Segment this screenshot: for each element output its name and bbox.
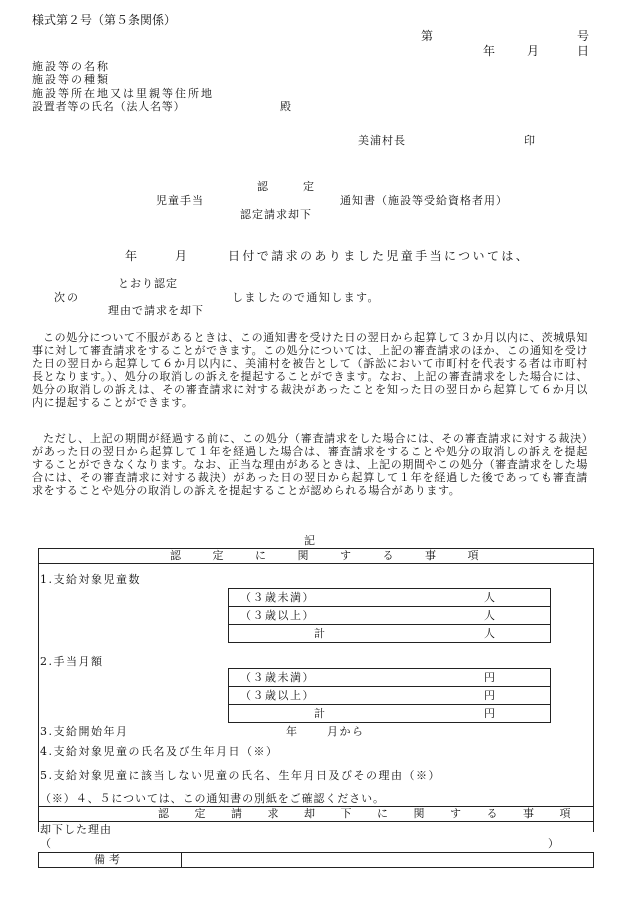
facility-address-label: 施設等所在地又は里親等住所地 bbox=[32, 87, 214, 100]
title-tei: 定 bbox=[303, 180, 314, 193]
date-month: 月 bbox=[527, 44, 540, 58]
intro-tsugi: 次の bbox=[54, 291, 80, 304]
item1-under3-unit: 人 bbox=[484, 591, 495, 604]
title-suffix: 通知書（施設等受給資格者用） bbox=[340, 194, 508, 207]
intro-line1: 日付で請求のありました児童手当については、 bbox=[228, 249, 531, 263]
number-dai: 第 bbox=[421, 29, 434, 43]
intro-year: 年 bbox=[125, 249, 138, 263]
item3-label: 3.支給開始年月 bbox=[40, 725, 129, 738]
item1-under3-label: （３歳未満） bbox=[240, 591, 315, 604]
item1-total-unit: 人 bbox=[484, 627, 495, 640]
reject-reason-close-paren: ） bbox=[548, 837, 559, 850]
form-number: 様式第２号（第５条関係） bbox=[32, 13, 177, 27]
number-go: 号 bbox=[577, 29, 590, 43]
intro-option-reject: 理由で請求を却下 bbox=[108, 304, 204, 317]
note-text: （※）４、５については、この通知書の別紙をご確認ください。 bbox=[40, 792, 385, 805]
item4-label: 4.支給対象児童の氏名及び生年月日（※） bbox=[40, 745, 279, 758]
item1-total-label: 計 bbox=[314, 627, 325, 640]
intro-mashita: しましたので通知します。 bbox=[232, 291, 380, 304]
title-nin: 認 bbox=[257, 180, 268, 193]
item3-month-from: 月から bbox=[327, 725, 365, 738]
item2-under3-label: （３歳未満） bbox=[240, 671, 315, 684]
item2-over3-unit: 円 bbox=[484, 689, 495, 702]
date-year: 年 bbox=[483, 44, 496, 58]
item1-over3-label: （３歳以上） bbox=[240, 609, 315, 622]
facility-type-label: 施設等の種類 bbox=[32, 73, 110, 86]
item2-under3-unit: 円 bbox=[484, 671, 495, 684]
facility-name-label: 施設等の名称 bbox=[32, 60, 110, 73]
title-prefix: 児童手当 bbox=[156, 194, 204, 207]
intro-option-approve: とおり認定 bbox=[118, 277, 178, 290]
reject-reason-label: 却下した理由 bbox=[40, 823, 112, 836]
title-kyakka: 認定請求却下 bbox=[240, 208, 312, 221]
item1-over3-unit: 人 bbox=[484, 609, 495, 622]
date-day: 日 bbox=[577, 44, 590, 58]
ki-mark: 記 bbox=[304, 534, 315, 547]
item2-total-label: 計 bbox=[314, 707, 325, 720]
reject-reason-open-paren: （ bbox=[40, 837, 51, 850]
intro-month: 月 bbox=[175, 249, 188, 263]
remarks-label: 備考 bbox=[94, 853, 124, 866]
item1-label: 1.支給対象児童数 bbox=[40, 573, 141, 586]
appeal-notice-para1: この処分について不服があるときは、この通知書を受けた日の翌日から起算して３か月以内に、茨城県知事に対して審査請求をすることができます。この処分については、上記の審査請求のほか、この通知を受けた日の翌日から起算して６か月以内に、美浦村を被告として（訴訟において市町村を代表する者は市町村長となります。）、処分の取消しの訴えを提起することができます。なお、上記の審査請求をした場合には、処分の取消しの訴えは、その審査請求に対する裁決があったことを知った日の翌日から起算して６か月以内に提起することができます。 bbox=[32, 331, 588, 409]
item2-total-unit: 円 bbox=[484, 707, 495, 720]
section-header-approval: 認 定 に 関 す る 事 項 bbox=[170, 549, 493, 562]
section-header-rejection: 認 定 請 求 却 下 に 関 す る 事 項 bbox=[158, 807, 582, 820]
issuer-name: 美浦村長 bbox=[358, 134, 406, 147]
item5-label: 5.支給対象児童に該当しない児童の氏名、生年月日及びその理由（※） bbox=[40, 769, 441, 782]
item2-label: 2.手当月額 bbox=[40, 655, 104, 668]
appeal-notice-para2: ただし、上記の期間が経過する前に、この処分（審査請求をした場合には、その審査請求に対する裁決）があった日の翌日から起算して１年を経過した場合は、審査請求をすることや処分の取消しの訴えを提起することができなくなります。なお、正当な理由があるときは、上記の期間やこの処分（審査請求をした場合には、その審査請求に対する裁決）があった日の翌日から起算して１年を経過した後であっても審査請求をすることや処分の取消しの訴えを提起することが認められる場合があります。 bbox=[32, 432, 588, 497]
operator-name-label: 設置者等の氏名（法人名等） bbox=[32, 100, 186, 113]
item3-year: 年 bbox=[286, 725, 297, 738]
item2-over3-label: （３歳以上） bbox=[240, 689, 315, 702]
seal-mark: 印 bbox=[524, 134, 535, 147]
dono: 殿 bbox=[280, 100, 291, 113]
